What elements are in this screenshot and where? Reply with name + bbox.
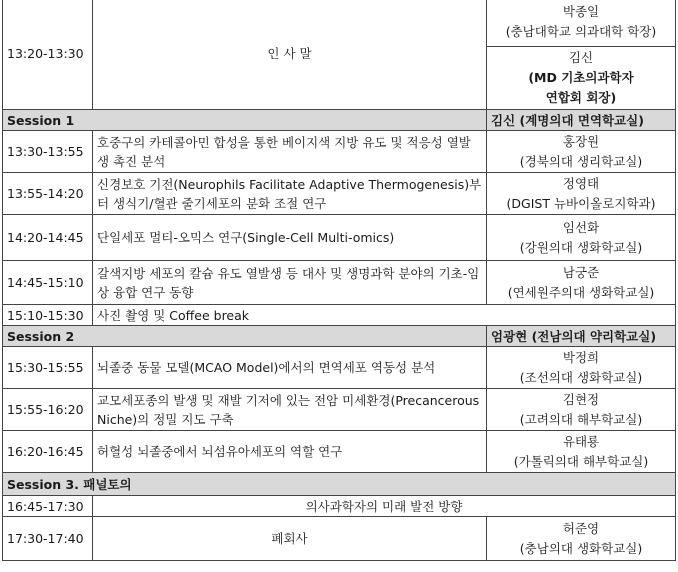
s1-row-3-name: 임선화: [562, 219, 600, 235]
break-row: [3, 305, 676, 326]
program-table: [2, 0, 676, 561]
s1-row-4-time: 14:45-15:10: [3, 261, 93, 305]
s1-row-1-affil: (경북의대 생리학교실): [519, 153, 643, 169]
closing-time: 17:30-17:40: [3, 517, 93, 561]
s1-row-1-name: 홍장원: [562, 133, 600, 149]
s1-row-2-affil: (DGIST 뉴바이올로지학과): [506, 195, 656, 211]
opening-speaker-2-name: 김신: [568, 50, 594, 65]
panel-row: [3, 496, 676, 517]
s1-row-1-speaker: [487, 131, 676, 173]
s1-row-1-time: 13:30-13:55: [3, 131, 93, 173]
closing-title: 폐회사: [93, 517, 487, 561]
s2-row-1-time: 15:30-15:55: [3, 347, 93, 389]
session-2-header: [3, 326, 676, 347]
s1-row-4: [3, 261, 676, 305]
s1-row-2-time: 13:55-14:20: [3, 173, 93, 215]
session-2-label: Session 2: [3, 326, 487, 347]
session-1-header: [3, 110, 676, 131]
s2-row-3: [3, 431, 676, 473]
s1-row-3-time: 14:20-14:45: [3, 215, 93, 261]
break-time: 15:10-15:30: [3, 305, 93, 326]
s2-row-2-affil: (고려의대 해부학교실): [519, 411, 643, 427]
s2-row-3-title: 허혈성 뇌졸중에서 뇌섬유아세포의 역할 연구: [93, 431, 487, 473]
s1-row-3: [3, 215, 676, 261]
opening-speaker-2-affil-1: (MD 기초의과학자: [528, 70, 634, 85]
break-title: 사진 촬영 및 Coffee break: [93, 305, 676, 326]
opening-speaker-2-affil-2: 연합회 회장): [545, 90, 617, 105]
closing-row: [3, 517, 676, 561]
s1-row-3-speaker: [487, 215, 676, 261]
s2-row-1-speaker: [487, 347, 676, 389]
s2-row-3-time: 16:20-16:45: [3, 431, 93, 473]
s1-row-1: [3, 131, 676, 173]
session-1-label: Session 1: [3, 110, 487, 131]
panel-title: 의사과학자의 미래 발전 방향: [93, 496, 676, 517]
s1-row-2-title: 신경보호 기전(Neurophils Facilitate Adaptive Thermogenesis)부터 생식기/혈관 줄기세포의 분화 조절 연구: [93, 173, 487, 215]
closing-name: 허준영: [562, 520, 600, 536]
session-3-label: Session 3. 패널토의: [3, 473, 676, 496]
panel-time: 16:45-17:30: [3, 496, 93, 517]
s1-row-4-speaker: [487, 261, 676, 305]
s2-row-3-name: 유태룡: [562, 433, 600, 449]
s1-row-3-affil: (강원의대 생화학교실): [519, 239, 643, 255]
s1-row-2-speaker: [487, 173, 676, 215]
s2-row-1-name: 박정희: [562, 349, 600, 365]
s2-row-2-time: 15:55-16:20: [3, 389, 93, 431]
opening-row-a: [3, 0, 676, 47]
opening-speaker-2: [487, 47, 676, 110]
session-3-header: [3, 473, 676, 496]
s2-row-3-speaker: [487, 431, 676, 473]
s2-row-2-title: 교모세포종의 발생 및 재발 기저에 있는 전암 미세환경(Precancerous Niche)의 정밀 지도 구축: [93, 389, 487, 431]
opening-speaker-1: [487, 0, 676, 47]
session-2-chair: 엄광현 (전남의대 약리학교실): [487, 326, 676, 347]
closing-speaker: [487, 517, 676, 561]
s2-row-2-name: 김현정: [562, 391, 600, 407]
opening-speaker-1-affil: (충남대학교 의과대학 학장): [505, 23, 657, 39]
s1-row-4-name: 남궁준: [562, 264, 600, 280]
s1-row-2-name: 정영태: [562, 175, 600, 191]
s2-row-3-affil: (가톨릭의대 해부학교실): [513, 453, 649, 469]
s2-row-2: [3, 389, 676, 431]
opening-speaker-1-name: 박종일: [562, 3, 600, 19]
s2-row-2-speaker: [487, 389, 676, 431]
closing-affil: (충남의대 생화학교실): [519, 540, 643, 556]
s2-row-1: [3, 347, 676, 389]
s1-row-3-title: 단일세포 멀티-오믹스 연구(Single-Cell Multi-omics): [93, 215, 487, 261]
session-1-chair: 김신 (계명의대 면역학교실): [487, 110, 676, 131]
s2-row-1-title: 뇌졸중 동물 모델(MCAO Model)에서의 면역세포 역동성 분석: [93, 347, 487, 389]
s2-row-1-affil: (조선의대 생화학교실): [519, 369, 643, 385]
opening-title: 인 사 말: [93, 0, 487, 110]
s1-row-4-affil: (연세원주의대 생화학교실): [507, 284, 655, 300]
s1-row-1-title: 호중구의 카테콜아민 합성을 통한 베이지색 지방 유도 및 적응성 열발생 촉진 분석: [93, 131, 487, 173]
s1-row-4-title: 갈색지방 세포의 칼슘 유도 열발생 등 대사 및 생명과학 분야의 기초-임상 융합 연구 동향: [93, 261, 487, 305]
s1-row-2: [3, 173, 676, 215]
opening-time: 13:20-13:30: [3, 0, 93, 110]
